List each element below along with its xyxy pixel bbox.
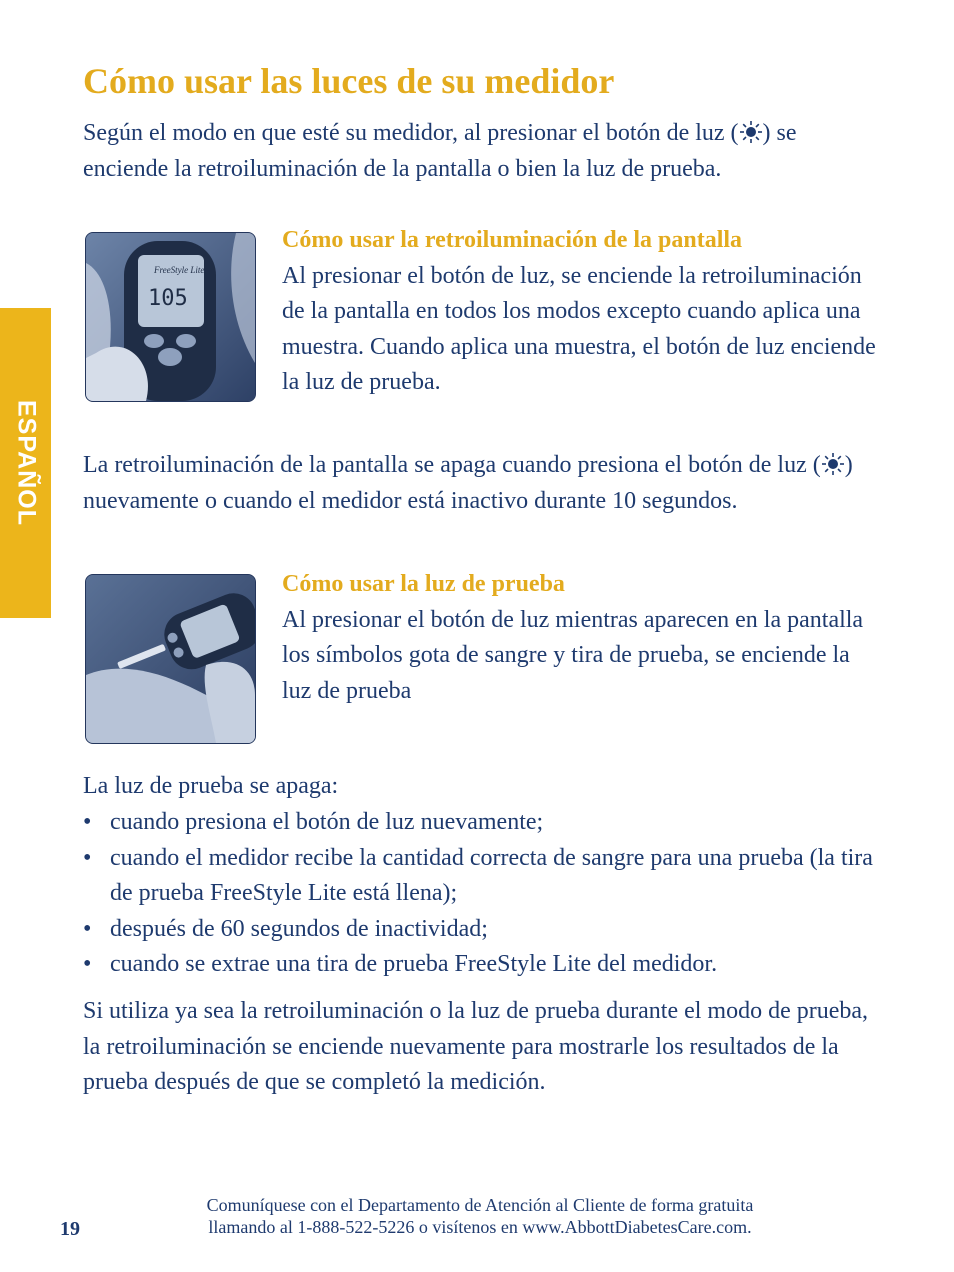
list-item: • cuando se extrae una tira de prueba FreeStyle Lite del medidor. [83, 951, 718, 977]
closing-paragraph: Si utiliza ya sea la retroiluminación o la luz de prueba durante el modo de prueba, la retroiluminación se enciende nuevamente para mostrarle los resultados de la prueba después de que se completó la medición. [83, 998, 869, 1095]
footer-line-2: llamando al 1-888-522-5226 o visítenos en www.AbbottDiabetesCare.com. [208, 1217, 752, 1237]
language-tab-label: ESPAÑOL [12, 400, 40, 526]
intro-paragraph: Según el modo en que esté su medidor, al presionar el botón de luz ( ) se enciende la retroiluminación de la pantalla o bien la luz de prueba. [83, 120, 797, 182]
sun-icon [739, 120, 763, 144]
page-title: Cómo usar las luces de su medidor [83, 61, 615, 101]
testlight-off-list [83, 805, 883, 983]
backlight-off-paragraph: La retroiluminación de la pantalla se apaga cuando presiona el botón de luz ( ) nuevamente o cuando el medidor está inactivo durante 10 segundos. [83, 452, 853, 514]
backlight-heading: Cómo usar la retroiluminación de la pantalla [282, 227, 743, 253]
testlight-off-intro: La luz de prueba se apaga: [83, 773, 339, 799]
page-number: 19 [60, 1218, 80, 1240]
meter-sample-photo [85, 574, 256, 744]
sun-icon [821, 452, 845, 476]
list-item: • cuando el medidor recibe la cantidad correcta de sangre para una prueba (la tira de prueba FreeStyle Lite está llena); [83, 844, 873, 906]
footer-line-1: Comuníquese con el Departamento de Atención al Cliente de forma gratuita [206, 1195, 754, 1215]
list-item: • cuando presiona el botón de luz nuevamente; [83, 809, 544, 835]
testlight-body: Al presionar el botón de luz mientras aparecen en la pantalla los símbolos gota de sangre y tira de prueba, se enciende la luz de prueba [282, 606, 864, 704]
testlight-section [282, 567, 882, 709]
footer [130, 1194, 830, 1238]
meter-in-hand-photo [85, 232, 256, 402]
backlight-body: Al presionar el botón de luz, se enciende la retroiluminación de la pantalla en todos los modos excepto cuando aplica una muestra. Cuando aplica una muestra, el botón de luz enciende la luz de prueba. [282, 262, 876, 395]
testlight-heading: Cómo usar la luz de prueba [282, 571, 565, 597]
list-item: • después de 60 segundos de inactividad; [83, 915, 488, 942]
meter-reading-text: 105 [148, 286, 188, 311]
language-tab [0, 308, 51, 618]
backlight-section [282, 223, 882, 401]
meter-brand-text: FreeStyle Lite [154, 265, 205, 275]
